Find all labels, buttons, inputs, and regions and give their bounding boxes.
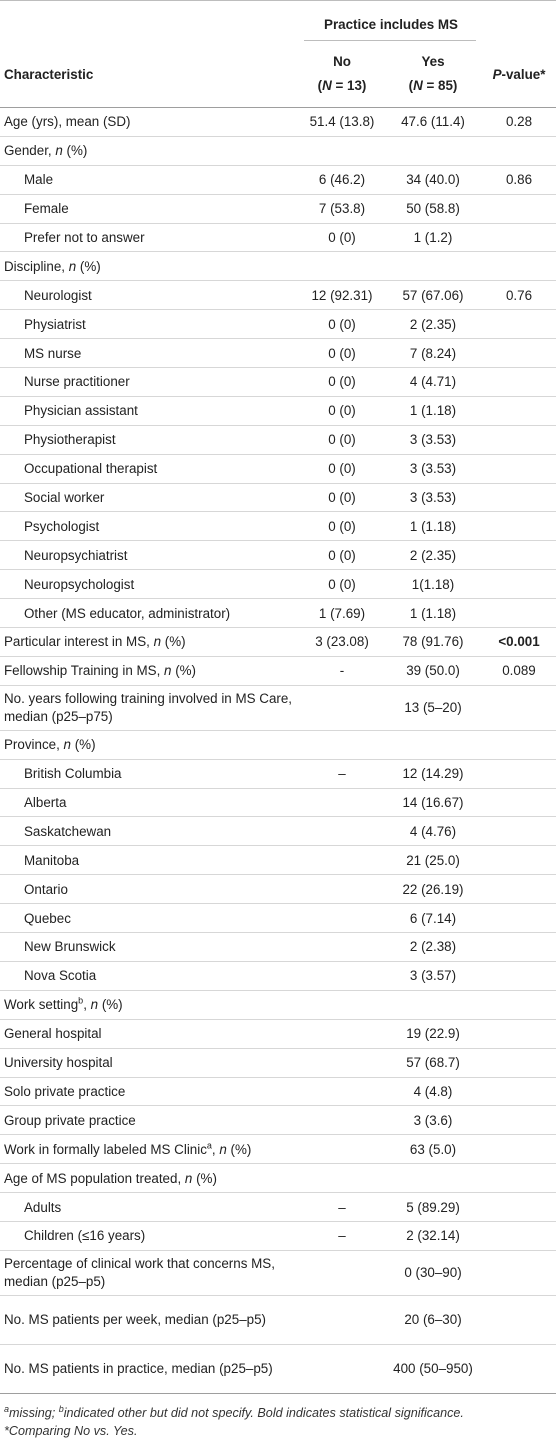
table-row: Other (MS educator, administrator) 1 (7.69) 1 (1.18) xyxy=(0,599,556,628)
table-row: Prefer not to answer 0 (0) 1 (1.2) xyxy=(0,223,556,252)
table-row: New Brunswick 2 (2.38) xyxy=(0,933,556,962)
table-row: Neuropsychologist 0 (0) 1(1.18) xyxy=(0,570,556,599)
table-row: Quebec 6 (7.14) xyxy=(0,904,556,933)
table-row: Adults – 5 (89.29) xyxy=(0,1193,556,1222)
table-row: Work in formally labeled MS Clinic$^a$, n (%) 63 (5.0) xyxy=(0,1135,556,1164)
table-row: Physiatrist 0 (0) 2 (2.35) xyxy=(0,310,556,339)
table-row: University hospital 57 (68.7) xyxy=(0,1048,556,1077)
table-row: Neurologist 12 (92.31) 57 (67.06) 0.76 xyxy=(0,281,556,310)
footnote-line-1: $^a$missing; $^b$indicated other but did not specify. Bold indicates statistical significance. xyxy=(4,1403,464,1420)
header-pvalue: P-value* xyxy=(492,66,546,82)
table-row: British Columbia – 12 (14.29) xyxy=(0,759,556,788)
table-footnote xyxy=(0,1394,556,1440)
table-row: Male 6 (46.2) 34 (40.0) 0.86 xyxy=(0,165,556,194)
table-row: No. years following training involved in MS Care, median (p25–p75) 13 (5–20) xyxy=(0,685,556,730)
table-row: Solo private practice 4 (4.8) xyxy=(0,1077,556,1106)
group-header-practice-includes-ms: Practice includes MS xyxy=(300,1,482,42)
table-row: MS nurse 0 (0) 7 (8.24) xyxy=(0,339,556,368)
table-row: Age of MS population treated, n (%) xyxy=(0,1164,556,1193)
table-row: Province, n (%) xyxy=(0,730,556,759)
table-row: Occupational therapist 0 (0) 3 (3.53) xyxy=(0,454,556,483)
table-row: Discipline, n (%) xyxy=(0,252,556,281)
table-row: Group private practice 3 (3.6) xyxy=(0,1106,556,1135)
header-row xyxy=(0,41,556,108)
table-row: No. MS patients per week, median (p25–p5) 20 (6–30) xyxy=(0,1295,556,1344)
table-row: Gender, n (%) xyxy=(0,136,556,165)
table-row: No. MS patients in practice, median (p25–p5) 400 (50–950) xyxy=(0,1344,556,1393)
header-characteristic: Characteristic xyxy=(4,66,94,82)
table-row: Fellowship Training in MS, n (%) - 39 (50.0) 0.089 xyxy=(0,656,556,685)
header-group-row xyxy=(0,1,556,42)
table-row: Saskatchewan 4 (4.76) xyxy=(0,817,556,846)
table-row: Ontario 22 (26.19) xyxy=(0,875,556,904)
table-row: Nova Scotia 3 (3.57) xyxy=(0,961,556,990)
table-row: Percentage of clinical work that concerns MS, median (p25–p5) 0 (30–90) xyxy=(0,1250,556,1295)
table-row: Physiotherapist 0 (0) 3 (3.53) xyxy=(0,425,556,454)
table-row: Age (yrs), mean (SD) 51.4 (13.8) 47.6 (11.4) 0.28 xyxy=(0,108,556,137)
table-row: Work setting$^b$, n (%) xyxy=(0,990,556,1019)
footnote-line-2: *Comparing No vs. Yes. xyxy=(4,1423,138,1438)
table-row: Social worker 0 (0) 3 (3.53) xyxy=(0,483,556,512)
significant-pvalue: <0.001 xyxy=(482,628,556,657)
table-row: Physician assistant 0 (0) 1 (1.18) xyxy=(0,396,556,425)
table-row: Psychologist 0 (0) 1 (1.18) xyxy=(0,512,556,541)
table-row: Female 7 (53.8) 50 (58.8) xyxy=(0,194,556,223)
table-row: Children (≤16 years) – 2 (32.14) xyxy=(0,1221,556,1250)
table-row: Manitoba 21 (25.0) xyxy=(0,846,556,875)
table-row: Neuropsychiatrist 0 (0) 2 (2.35) xyxy=(0,541,556,570)
table-row: Particular interest in MS, n (%) 3 (23.08) 78 (91.76) <0.001 xyxy=(0,628,556,657)
header-yes: Yes (N = 85) xyxy=(408,54,458,93)
group-underline xyxy=(304,40,476,41)
table-row: General hospital 19 (22.9) xyxy=(0,1019,556,1048)
table-row: Nurse practitioner 0 (0) 4 (4.71) xyxy=(0,368,556,397)
table-row: Alberta 14 (16.67) xyxy=(0,788,556,817)
header-no: No (N = 13) xyxy=(317,54,367,93)
